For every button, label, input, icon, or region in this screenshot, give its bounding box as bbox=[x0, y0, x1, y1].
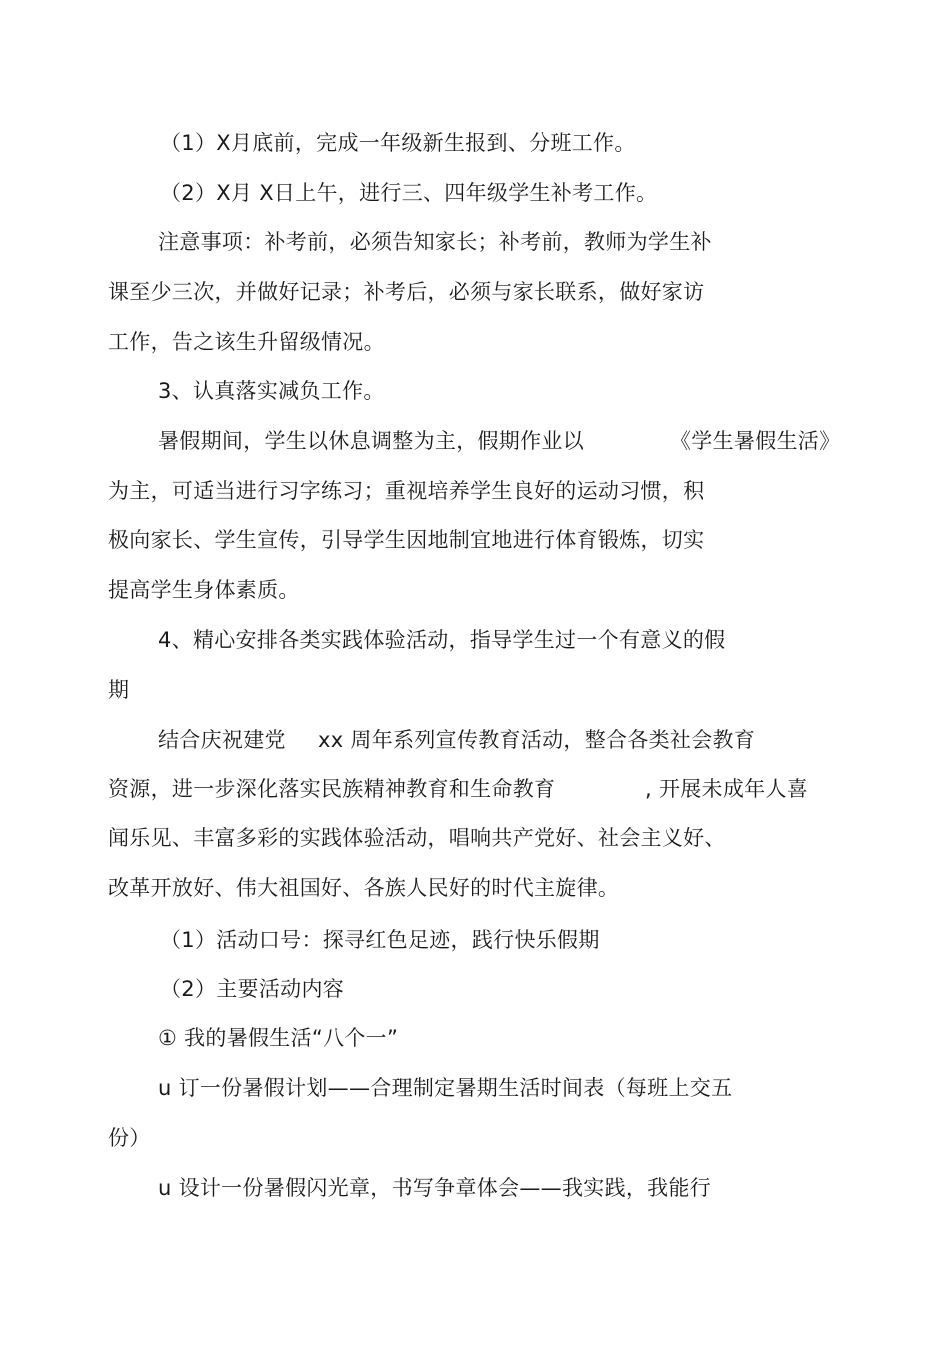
list-item-continuation: 份） bbox=[108, 1126, 151, 1150]
text-line: 课至少三次，并做好记录；补考后，必须与家长联系，做好家访 bbox=[108, 280, 705, 304]
text-line: （2）主要活动内容 bbox=[160, 977, 345, 1001]
section-heading: 3、认真落实减负工作。 bbox=[158, 379, 385, 403]
text-line: , 开展未成年人喜 bbox=[645, 777, 809, 801]
book-title: 《学生暑假生活》 bbox=[670, 429, 841, 453]
list-item: u 订一份暑假计划——合理制定暑期生活时间表（每班上交五 bbox=[158, 1076, 733, 1100]
text-line: 资源，进一步深化落实民族精神教育和生命教育 bbox=[108, 777, 556, 801]
text-line: xx 周年系列宣传教育活动，整合各类社会教育 bbox=[318, 728, 756, 752]
text-line: 工作，告之该生升留级情况。 bbox=[108, 330, 385, 354]
text-line: 改革开放好、伟大祖国好、各族人民好的时代主旋律。 bbox=[108, 876, 620, 900]
list-item: u 设计一份暑假闪光章，书写争章体会——我实践，我能行 bbox=[158, 1176, 712, 1200]
text-line: 提高学生身体素质。 bbox=[108, 578, 300, 602]
section-heading: 4、精心安排各类实践体验活动，指导学生过一个有意义的假 bbox=[158, 628, 726, 652]
text-line: （1）X月底前，完成一年级新生报到、分班工作。 bbox=[160, 131, 636, 155]
text-line: 闻乐见、丰富多彩的实践体验活动，唱响共产党好、社会主义好、 bbox=[108, 826, 726, 850]
text-line: 极向家长、学生宣传，引导学生因地制宜地进行体育锻炼，切实 bbox=[108, 528, 705, 552]
text-line: （2）X月 X日上午，进行三、四年级学生补考工作。 bbox=[160, 181, 658, 205]
text-line: 结合庆祝建党 bbox=[158, 728, 286, 752]
section-heading-continuation: 期 bbox=[108, 678, 130, 702]
list-item: ① 我的暑假生活“八个一” bbox=[158, 1026, 399, 1050]
text-line: 为主，可适当进行习字练习；重视培养学生良好的运动习惯，积 bbox=[108, 479, 705, 503]
text-line: 注意事项：补考前，必须告知家长；补考前，教师为学生补 bbox=[158, 230, 712, 254]
text-line: （1）活动口号：探寻红色足迹，践行快乐假期 bbox=[160, 928, 600, 952]
text-line: 暑假期间，学生以休息调整为主，假期作业以 bbox=[158, 429, 584, 453]
